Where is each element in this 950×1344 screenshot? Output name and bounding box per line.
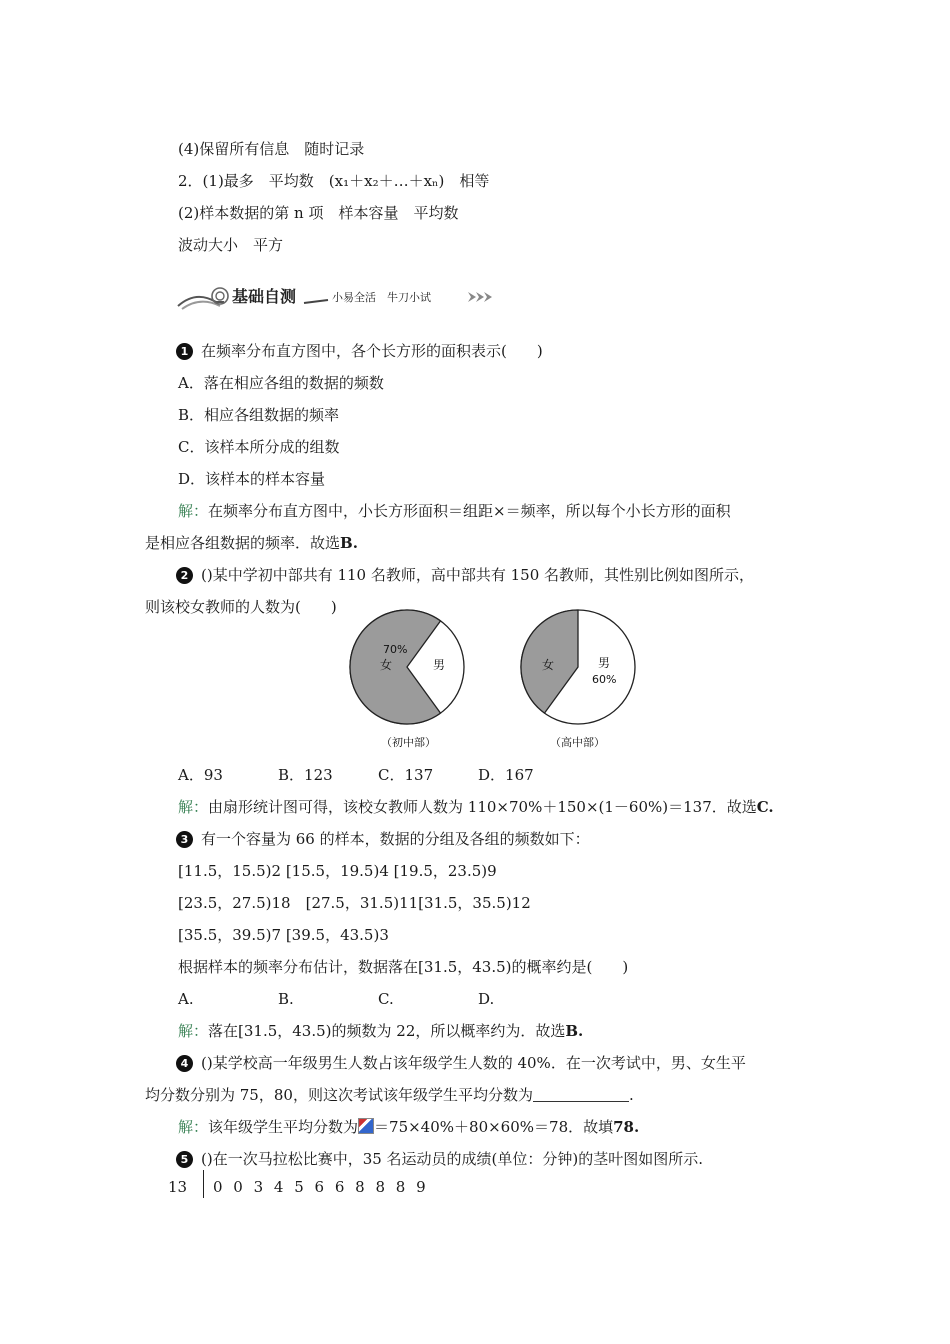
stem-leaf-stem: 13 [168,1178,188,1196]
q4-stem: 4 ()某学校高一年级男生人数占该年级学生人数的 40%．在一次考试中，男、女生平 [176,1053,746,1073]
prev-line-3: (2)样本数据的第 n 项 样本容量 平均数 [178,204,459,222]
q1-option-c: C．该样本所分成的组数 [178,438,340,456]
question-number-badge: 3 [176,831,193,848]
question-number-badge: 5 [176,1151,193,1168]
q2-stem-cont: 则该校女教师的人数为( ) [145,598,337,616]
q3-row-2: [23.5，27.5)18 [27.5，31.5)11[31.5，35.5)12 [178,894,531,912]
q1-solution: 解：在频率分布直方图中，小长方形面积＝组距×＝频率，所以每个小长方形的面积 [178,502,731,520]
pie-senior-caption: （高中部） [550,736,605,749]
q1-option-a: A．落在相应各组的数据的频数 [178,374,384,392]
question-number-badge: 1 [176,343,193,360]
q3-options: A. B. C. D. [178,990,495,1008]
prev-line-1: (4)保留所有信息 随时记录 [178,140,365,158]
pie-senior-male-label: 男 [598,656,611,670]
q1-stem: 1 在频率分布直方图中，各个长方形的面积表示( ) [176,341,543,361]
banner-subtitle: 小易全活 牛刀小试 [332,291,431,304]
q3-solution: 解：落在[31.5，43.5)的频数为 22，所以概率约为．故选B. [178,1022,584,1040]
q2-solution: 解：由扇形统计图可得，该校女教师人数为 110×70%＋150×(1－60%)＝137．故选C. [178,798,774,816]
pie-junior-female-pct: 70% [383,643,408,656]
stem-leaf-divider [203,1170,204,1198]
q5-stem: 5 ()在一次马拉松比赛中，35 名运动员的成绩(单位：分钟)的茎叶图如图所示. [176,1149,703,1169]
q3-stem: 3 有一个容量为 66 的样本，数据的分组及各组的频数如下： [176,829,590,849]
q4-solution: 解：该年级学生平均分数为 ＝75×40%＋80×60%＝78．故填78. [178,1118,640,1136]
q2-stem: 2 ()某中学初中部共有 110 名教师，高中部共有 150 名教师，其性别比例如图所示， [176,565,754,585]
swirl-icon [178,288,228,309]
q1-solution-cont: 是相应各组数据的频率．故选B. [145,534,358,552]
formula-image-icon [358,1118,374,1134]
pie-junior-caption: （初中部） [381,736,436,749]
question-number-badge: 4 [176,1055,193,1072]
prev-line-2: 2．(1)最多 平均数 (x₁＋x₂＋…＋xₙ) 相等 [178,172,490,190]
pie-junior-male-label: 男 [433,658,446,672]
stem-leaf-leaves: 0 0 3 4 5 6 6 8 8 8 9 [213,1178,429,1196]
pie-junior-female-label: 女 [380,658,393,672]
banner-title: 基础自测 [232,287,297,306]
q1-option-d: D．该样本的样本容量 [178,470,326,488]
pie-senior-male-pct: 60% [592,673,617,686]
q4-stem-cont: 均分数分别为 75，80，则这次考试该年级学生平均分数为 . [145,1086,634,1104]
pie-charts [345,605,675,755]
chevrons-icon [468,292,492,302]
answer-blank [533,1087,629,1102]
question-number-badge: 2 [176,567,193,584]
prev-line-4: 波动大小 平方 [178,236,284,254]
q3-row-3: [35.5，39.5)7 [39.5，43.5)3 [178,926,389,944]
q3-ask: 根据样本的频率分布估计，数据落在[31.5，43.5)的概率约是( ) [178,958,629,976]
pie-junior [350,610,464,749]
q2-options: A．93 B．123 C．137 D．167 [178,766,534,784]
q3-row-1: [11.5，15.5)2 [15.5，19.5)4 [19.5，23.5)9 [178,862,497,880]
pie-senior-female-label: 女 [542,658,555,672]
section-banner [176,282,506,312]
pie-senior [521,610,635,749]
q1-option-b: B．相应各组数据的频率 [178,406,340,424]
